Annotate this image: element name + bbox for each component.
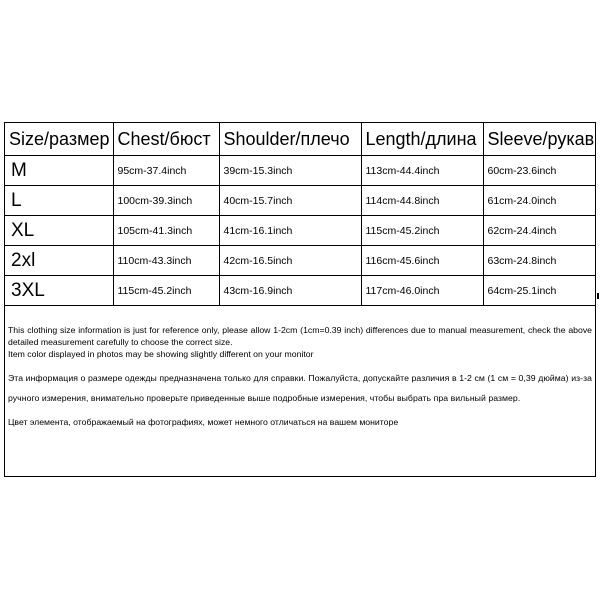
size-cell: 3XL xyxy=(5,276,113,306)
chest-cell: 100cm-39.3inch xyxy=(113,186,219,216)
table-header-row xyxy=(5,123,595,156)
table-row xyxy=(5,276,595,306)
russian-color-note: Цвет элемента, отображаемый на фотографиях, может немного отличаться на вашем мониторе xyxy=(8,417,399,427)
length-cell: 115cm-45.2inch xyxy=(361,216,483,246)
sleeve-cell: 62cm-24.4inch xyxy=(483,216,595,246)
size-notes xyxy=(5,324,595,428)
russian-disclaimer: Эта информация о размере одежды предназначена только для справки. Пожалуйста, допускайте различия в 1-2 см (1 см = 0,39 дюйма) из-за ручного измерения, внимательно проверьте приведенные выше подробные измерения, чтобы выбрать пра вильный размер. xyxy=(8,373,592,403)
shoulder-cell: 39cm-15.3inch xyxy=(219,156,361,186)
chest-cell: 95cm-37.4inch xyxy=(113,156,219,186)
table-row xyxy=(5,186,595,216)
chest-cell: 105cm-41.3inch xyxy=(113,216,219,246)
shoulder-cell: 41cm-16.1inch xyxy=(219,216,361,246)
sleeve-cell: 64cm-25.1inch xyxy=(483,276,595,306)
header-shoulder: Shoulder/плечо xyxy=(219,123,361,156)
size-cell: L xyxy=(5,186,113,216)
length-cell: 116cm-45.6inch xyxy=(361,246,483,276)
length-cell: 113cm-44.4inch xyxy=(361,156,483,186)
table-row xyxy=(5,216,595,246)
length-cell: 117cm-46.0inch xyxy=(361,276,483,306)
size-cell: XL xyxy=(5,216,113,246)
table-row xyxy=(5,156,595,186)
sleeve-cell: 60cm-23.6inch xyxy=(483,156,595,186)
header-chest: Chest/бюст xyxy=(113,123,219,156)
english-disclaimer: This clothing size information is just for reference only, please allow 1-2cm (1cm=0.39 inch) differences due to manual measurement, check the above detailed measurement carefully to choose the correct size. xyxy=(8,325,592,347)
length-cell: 114cm-44.8inch xyxy=(361,186,483,216)
table-row xyxy=(5,246,595,276)
sleeve-cell: 61cm-24.0inch xyxy=(483,186,595,216)
english-color-note: Item color displayed in photos may be showing slightly different on your monitor xyxy=(8,349,314,359)
header-size: Size/размер xyxy=(5,123,113,156)
size-table xyxy=(5,123,595,306)
chest-cell: 115cm-45.2inch xyxy=(113,276,219,306)
header-length: Length/длина xyxy=(361,123,483,156)
edge-tick-mark xyxy=(597,293,599,299)
header-sleeve: Sleeve/рукав xyxy=(483,123,595,156)
shoulder-cell: 42cm-16.5inch xyxy=(219,246,361,276)
shoulder-cell: 43cm-16.9inch xyxy=(219,276,361,306)
sleeve-cell: 63cm-24.8inch xyxy=(483,246,595,276)
chest-cell: 110cm-43.3inch xyxy=(113,246,219,276)
size-chart xyxy=(4,122,596,477)
size-cell: 2xl xyxy=(5,246,113,276)
size-cell: M xyxy=(5,156,113,186)
shoulder-cell: 40cm-15.7inch xyxy=(219,186,361,216)
